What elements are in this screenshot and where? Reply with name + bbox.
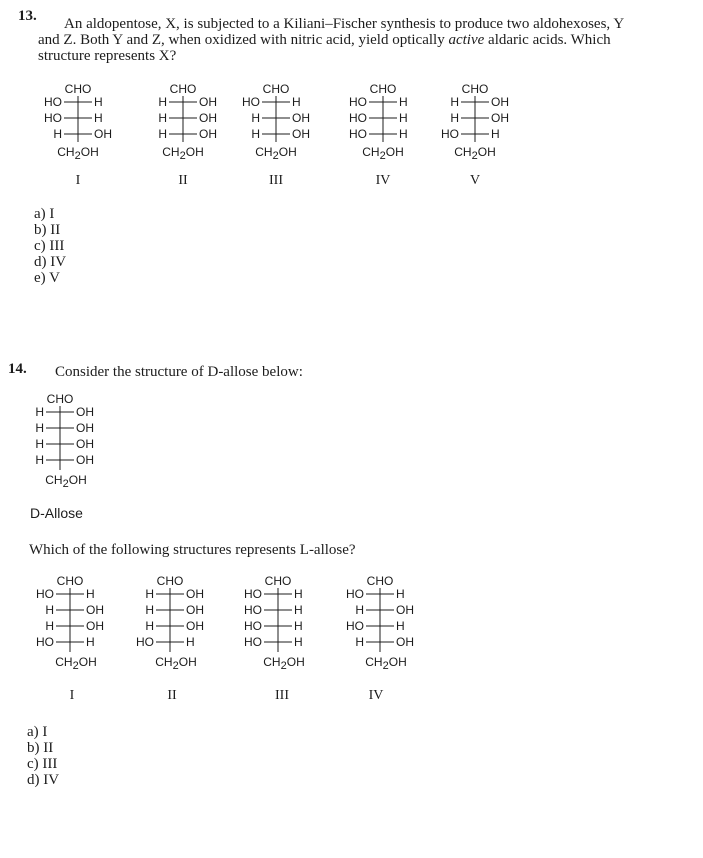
svg-text:OH: OH [199, 111, 217, 125]
svg-text:HO: HO [242, 95, 260, 109]
q13-structure-I [44, 82, 112, 162]
q14-choice-c[interactable]: c) III [27, 756, 58, 772]
svg-text:HO: HO [349, 127, 367, 141]
q13-label-II: II [178, 173, 188, 188]
svg-text:H: H [399, 111, 408, 125]
svg-text:H: H [491, 127, 500, 141]
q13-label-IV: IV [375, 173, 391, 188]
svg-text:HO: HO [36, 587, 54, 601]
svg-text:OH: OH [86, 603, 104, 617]
svg-text:OH: OH [76, 421, 94, 435]
svg-text:CH2OH: CH2OH [362, 145, 404, 162]
q13-structure-II [158, 82, 217, 162]
svg-text:H: H [450, 95, 459, 109]
svg-text:H: H [86, 635, 95, 649]
svg-text:H: H [53, 127, 62, 141]
svg-text:H: H [35, 405, 44, 419]
svg-text:H: H [35, 453, 44, 467]
svg-text:CH2OH: CH2OH [57, 145, 99, 162]
q13-line3: structure represents X? [38, 48, 177, 64]
svg-text:OH: OH [491, 111, 509, 125]
svg-text:OH: OH [94, 127, 112, 141]
svg-text:OH: OH [292, 127, 310, 141]
q13-choices [34, 206, 66, 286]
q14-question: Which of the following structures represents L-allose? [29, 542, 356, 558]
svg-text:H: H [396, 619, 405, 633]
svg-text:HO: HO [244, 587, 262, 601]
q14-structure-I [36, 574, 104, 672]
svg-text:HO: HO [244, 619, 262, 633]
q13-choice-b[interactable]: b) II [34, 222, 61, 238]
svg-text:H: H [94, 95, 103, 109]
svg-text:OH: OH [186, 619, 204, 633]
svg-text:H: H [450, 111, 459, 125]
svg-text:CH2OH: CH2OH [45, 473, 87, 490]
svg-text:H: H [399, 95, 408, 109]
q13-label-I: I [75, 173, 81, 188]
svg-text:HO: HO [349, 111, 367, 125]
svg-text:H: H [399, 127, 408, 141]
svg-text:OH: OH [491, 95, 509, 109]
svg-text:H: H [292, 95, 301, 109]
svg-text:CH2OH: CH2OH [162, 145, 204, 162]
svg-text:OH: OH [396, 635, 414, 649]
q13-structure-III [242, 82, 310, 162]
svg-text:H: H [396, 587, 405, 601]
svg-text:CHO: CHO [366, 574, 394, 588]
svg-text:OH: OH [186, 587, 204, 601]
svg-text:H: H [86, 587, 95, 601]
q13-number: 13. [18, 8, 37, 24]
svg-text:CH2OH: CH2OH [155, 655, 197, 672]
svg-text:H: H [251, 111, 260, 125]
svg-text:CHO: CHO [169, 82, 197, 96]
q13-text [38, 16, 698, 64]
svg-text:OH: OH [186, 603, 204, 617]
q13-choice-c[interactable]: c) III [34, 238, 65, 254]
q14-label-II: II [167, 688, 177, 703]
q14-choice-a[interactable]: a) I [27, 724, 48, 740]
svg-text:H: H [294, 587, 303, 601]
svg-text:H: H [35, 437, 44, 451]
svg-text:CHO: CHO [56, 574, 84, 588]
svg-text:HO: HO [44, 111, 62, 125]
svg-text:OH: OH [76, 453, 94, 467]
svg-text:H: H [145, 603, 154, 617]
svg-text:H: H [355, 635, 364, 649]
svg-text:H: H [355, 603, 364, 617]
svg-text:H: H [294, 619, 303, 633]
d-allose-structure [0, 390, 140, 500]
q14-choices [27, 724, 59, 788]
svg-text:H: H [94, 111, 103, 125]
svg-text:H: H [251, 127, 260, 141]
svg-text:CHO: CHO [369, 82, 397, 96]
svg-text:CH2OH: CH2OH [365, 655, 407, 672]
q14-choice-b[interactable]: b) II [27, 740, 54, 756]
svg-text:HO: HO [244, 635, 262, 649]
svg-text:H: H [145, 619, 154, 633]
q13-structures [0, 80, 703, 200]
svg-text:OH: OH [199, 127, 217, 141]
q13-label-V: V [469, 173, 481, 188]
q14-structures [0, 572, 703, 682]
svg-text:CH2OH: CH2OH [255, 145, 297, 162]
q13-line2: and Z. Both Y and Z, when oxidized with nitric acid, yield optically active aldaric acids. Which [38, 32, 611, 48]
q14-text: Consider the structure of D-allose below: [55, 364, 303, 380]
svg-text:CHO: CHO [64, 82, 92, 96]
q14-choice-d[interactable]: d) IV [27, 772, 60, 788]
svg-text:OH: OH [292, 111, 310, 125]
svg-text:CHO: CHO [46, 392, 74, 406]
svg-text:H: H [158, 95, 167, 109]
svg-text:HO: HO [349, 95, 367, 109]
svg-text:OH: OH [396, 603, 414, 617]
q13-label-III: III [269, 173, 283, 188]
svg-text:OH: OH [76, 437, 94, 451]
q14-structure-III [244, 574, 305, 672]
svg-text:CHO: CHO [156, 574, 184, 588]
svg-text:H: H [186, 635, 195, 649]
svg-text:HO: HO [36, 635, 54, 649]
svg-text:HO: HO [244, 603, 262, 617]
svg-text:CHO: CHO [461, 82, 489, 96]
svg-text:HO: HO [136, 635, 154, 649]
svg-text:CHO: CHO [262, 82, 290, 96]
svg-text:H: H [145, 587, 154, 601]
svg-text:H: H [294, 635, 303, 649]
q14-number: 14. [8, 361, 27, 377]
svg-text:H: H [45, 603, 54, 617]
svg-text:HO: HO [441, 127, 459, 141]
svg-text:HO: HO [44, 95, 62, 109]
svg-text:HO: HO [346, 587, 364, 601]
svg-text:H: H [45, 619, 54, 633]
q14-label-IV: IV [368, 688, 384, 703]
q13-structure-V [441, 82, 509, 162]
svg-text:H: H [158, 127, 167, 141]
svg-text:CH2OH: CH2OH [263, 655, 305, 672]
svg-text:CH2OH: CH2OH [454, 145, 496, 162]
svg-text:HO: HO [346, 619, 364, 633]
q14-structure-IV [346, 574, 414, 672]
q13-structure-IV [349, 82, 408, 162]
q14-label-III: III [275, 688, 289, 703]
d-allose-label: D-Allose [30, 505, 83, 521]
svg-text:CHO: CHO [264, 574, 292, 588]
q13-choice-e[interactable]: e) V [34, 270, 60, 286]
q14-label-I: I [69, 688, 75, 703]
svg-text:H: H [158, 111, 167, 125]
svg-text:H: H [294, 603, 303, 617]
svg-text:CH2OH: CH2OH [55, 655, 97, 672]
svg-text:OH: OH [199, 95, 217, 109]
svg-text:OH: OH [86, 619, 104, 633]
q13-active-word: active [448, 32, 485, 48]
q13-choice-d[interactable]: d) IV [34, 254, 67, 270]
svg-text:OH: OH [76, 405, 94, 419]
q13-line1: An aldopentose, X, is subjected to a Kiliani–Fischer synthesis to produce two aldohexoses, Y [64, 16, 625, 32]
q13-choice-a[interactable]: a) I [34, 206, 55, 222]
q14-structure-II [136, 574, 204, 672]
svg-text:H: H [35, 421, 44, 435]
